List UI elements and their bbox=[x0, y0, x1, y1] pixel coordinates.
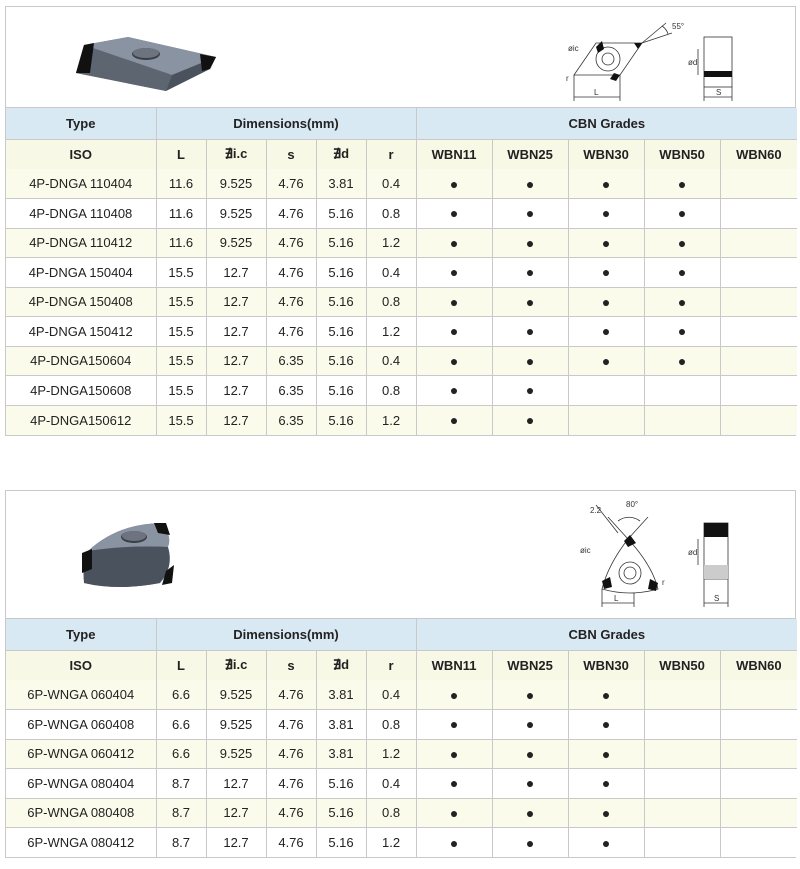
iso-cell: 6P-WNGA 080412 bbox=[6, 828, 156, 858]
grade-cell: ● bbox=[568, 710, 644, 740]
wnga-diagram-edge-label: 2.2 bbox=[590, 506, 602, 515]
d-cell: 5.16 bbox=[316, 376, 366, 406]
wnga-grade-header: WBN60 bbox=[720, 650, 797, 680]
wnga-image-row bbox=[6, 491, 795, 619]
dnga-type-header: Type bbox=[6, 108, 156, 139]
r-cell: 0.4 bbox=[366, 680, 416, 710]
d-cell: 3.81 bbox=[316, 710, 366, 740]
grade-cell bbox=[720, 199, 797, 229]
iso-cell: 4P-DNGA150608 bbox=[6, 376, 156, 406]
r-cell: 0.8 bbox=[366, 710, 416, 740]
wnga-diagram-l-label: L bbox=[614, 594, 619, 603]
table-row bbox=[6, 228, 797, 258]
dnga-grade-header: WBN60 bbox=[720, 139, 797, 169]
s-cell: 4.76 bbox=[266, 828, 316, 858]
ic-cell: 12.7 bbox=[206, 828, 266, 858]
s-cell: 4.76 bbox=[266, 258, 316, 288]
r-cell: 1.2 bbox=[366, 228, 416, 258]
wnga-grade-header: WBN30 bbox=[568, 650, 644, 680]
r-cell: 0.4 bbox=[366, 258, 416, 288]
ic-cell: 9.525 bbox=[206, 199, 266, 229]
grade-cell bbox=[720, 680, 797, 710]
dnga-dimensions-header: Dimensions(mm) bbox=[156, 108, 416, 139]
grade-cell bbox=[568, 376, 644, 406]
grade-cell: ● bbox=[492, 680, 568, 710]
wnga-grade-header: WBN11 bbox=[416, 650, 492, 680]
ic-cell: 9.525 bbox=[206, 710, 266, 740]
iso-cell: 4P-DNGA 110404 bbox=[6, 169, 156, 199]
l-cell: 15.5 bbox=[156, 258, 206, 288]
grade-cell: ● bbox=[644, 287, 720, 317]
s-cell: 4.76 bbox=[266, 798, 316, 828]
dnga-diagram-d-label: ød bbox=[688, 58, 698, 67]
d-cell: 5.16 bbox=[316, 405, 366, 435]
grade-cell: ● bbox=[416, 769, 492, 799]
table-row bbox=[6, 199, 797, 229]
grade-cell bbox=[720, 828, 797, 858]
grade-cell bbox=[644, 739, 720, 769]
s-cell: 4.76 bbox=[266, 680, 316, 710]
grade-cell: ● bbox=[416, 287, 492, 317]
grade-cell: ● bbox=[492, 798, 568, 828]
r-cell: 0.4 bbox=[366, 769, 416, 799]
grade-cell: ● bbox=[644, 317, 720, 347]
ic-cell: 12.7 bbox=[206, 376, 266, 406]
dnga-diagram-l-label: L bbox=[594, 88, 599, 97]
grade-cell: ● bbox=[644, 346, 720, 376]
s-cell: 4.76 bbox=[266, 769, 316, 799]
wnga-insert-photo-icon bbox=[78, 521, 188, 601]
dnga-diagram-s-label: S bbox=[716, 88, 722, 97]
grade-cell bbox=[720, 798, 797, 828]
grade-cell: ● bbox=[492, 828, 568, 858]
table-row bbox=[6, 710, 797, 740]
grade-cell: ● bbox=[416, 169, 492, 199]
wnga-diagram-r-label: r bbox=[662, 578, 665, 587]
dnga-col-header: L bbox=[156, 139, 206, 169]
r-cell: 1.2 bbox=[366, 405, 416, 435]
table-row bbox=[6, 346, 797, 376]
grade-cell: ● bbox=[492, 258, 568, 288]
wnga-iso-header: ISO bbox=[6, 650, 156, 680]
dnga-grade-header: WBN30 bbox=[568, 139, 644, 169]
wnga-diagram-ic-label: øic bbox=[580, 546, 591, 555]
grade-cell bbox=[644, 680, 720, 710]
r-cell: 0.8 bbox=[366, 287, 416, 317]
grade-cell bbox=[644, 710, 720, 740]
grade-cell: ● bbox=[416, 317, 492, 347]
l-cell: 11.6 bbox=[156, 228, 206, 258]
grade-cell: ● bbox=[644, 228, 720, 258]
l-cell: 15.5 bbox=[156, 346, 206, 376]
s-cell: 6.35 bbox=[266, 405, 316, 435]
ic-cell: 12.7 bbox=[206, 287, 266, 317]
d-cell: 5.16 bbox=[316, 798, 366, 828]
grade-cell: ● bbox=[416, 405, 492, 435]
grade-cell bbox=[720, 346, 797, 376]
table-row bbox=[6, 769, 797, 799]
ic-cell: 9.525 bbox=[206, 228, 266, 258]
wnga-spec-table bbox=[6, 619, 797, 857]
grade-cell bbox=[720, 739, 797, 769]
grade-cell: ● bbox=[492, 169, 568, 199]
iso-cell: 4P-DNGA 150404 bbox=[6, 258, 156, 288]
grade-cell: ● bbox=[568, 739, 644, 769]
dnga-insert-section bbox=[5, 6, 796, 436]
wnga-dimensions-header: Dimensions(mm) bbox=[156, 619, 416, 650]
grade-cell: ● bbox=[644, 258, 720, 288]
iso-cell: 4P-DNGA 150408 bbox=[6, 287, 156, 317]
wnga-insert-section bbox=[5, 490, 796, 858]
s-cell: 4.76 bbox=[266, 287, 316, 317]
grade-cell: ● bbox=[416, 710, 492, 740]
grade-cell: ● bbox=[492, 376, 568, 406]
ic-cell: 12.7 bbox=[206, 405, 266, 435]
table-row bbox=[6, 680, 797, 710]
r-cell: 1.2 bbox=[366, 739, 416, 769]
dnga-insert-photo-icon bbox=[76, 35, 226, 95]
grade-cell: ● bbox=[416, 228, 492, 258]
grade-cell bbox=[644, 376, 720, 406]
grade-cell bbox=[720, 228, 797, 258]
dnga-header-row-1 bbox=[6, 108, 797, 139]
ic-cell: 12.7 bbox=[206, 346, 266, 376]
grade-cell bbox=[720, 287, 797, 317]
l-cell: 15.5 bbox=[156, 317, 206, 347]
ic-cell: 9.525 bbox=[206, 169, 266, 199]
dnga-table-body bbox=[6, 169, 797, 435]
ic-cell: 9.525 bbox=[206, 680, 266, 710]
grade-cell: ● bbox=[568, 287, 644, 317]
wnga-col-header: s bbox=[266, 650, 316, 680]
iso-cell: 4P-DNGA 150412 bbox=[6, 317, 156, 347]
dnga-diagram-ic-label: øic bbox=[568, 44, 579, 53]
table-row bbox=[6, 169, 797, 199]
iso-cell: 6P-WNGA 060408 bbox=[6, 710, 156, 740]
grade-cell: ● bbox=[416, 798, 492, 828]
ic-cell: 12.7 bbox=[206, 317, 266, 347]
grade-cell bbox=[644, 769, 720, 799]
dnga-spec-table bbox=[6, 108, 797, 435]
grade-cell: ● bbox=[492, 739, 568, 769]
dnga-iso-header: ISO bbox=[6, 139, 156, 169]
r-cell: 0.4 bbox=[366, 346, 416, 376]
grade-cell bbox=[720, 169, 797, 199]
table-row bbox=[6, 828, 797, 858]
d-cell: 5.16 bbox=[316, 317, 366, 347]
wnga-diagram-s-label: S bbox=[714, 594, 720, 603]
dnga-image-row bbox=[6, 7, 795, 108]
ic-cell: 12.7 bbox=[206, 769, 266, 799]
wnga-col-header: ∄d bbox=[316, 650, 366, 680]
l-cell: 8.7 bbox=[156, 828, 206, 858]
grade-cell bbox=[644, 828, 720, 858]
dnga-grade-header: WBN50 bbox=[644, 139, 720, 169]
grade-cell: ● bbox=[568, 680, 644, 710]
s-cell: 4.76 bbox=[266, 710, 316, 740]
d-cell: 3.81 bbox=[316, 169, 366, 199]
d-cell: 5.16 bbox=[316, 346, 366, 376]
r-cell: 0.8 bbox=[366, 376, 416, 406]
grade-cell bbox=[644, 405, 720, 435]
d-cell: 5.16 bbox=[316, 287, 366, 317]
iso-cell: 4P-DNGA150604 bbox=[6, 346, 156, 376]
l-cell: 11.6 bbox=[156, 169, 206, 199]
d-cell: 5.16 bbox=[316, 258, 366, 288]
iso-cell: 6P-WNGA 060412 bbox=[6, 739, 156, 769]
s-cell: 4.76 bbox=[266, 739, 316, 769]
r-cell: 1.2 bbox=[366, 828, 416, 858]
grade-cell: ● bbox=[568, 228, 644, 258]
s-cell: 4.76 bbox=[266, 228, 316, 258]
wnga-header-row-1 bbox=[6, 619, 797, 650]
table-row bbox=[6, 739, 797, 769]
grade-cell: ● bbox=[492, 199, 568, 229]
dnga-grade-header: WBN11 bbox=[416, 139, 492, 169]
wnga-header-row-2 bbox=[6, 650, 797, 680]
grade-cell bbox=[720, 405, 797, 435]
ic-cell: 12.7 bbox=[206, 798, 266, 828]
l-cell: 6.6 bbox=[156, 680, 206, 710]
s-cell: 6.35 bbox=[266, 376, 316, 406]
grade-cell: ● bbox=[492, 710, 568, 740]
wnga-grade-header: WBN50 bbox=[644, 650, 720, 680]
grade-cell: ● bbox=[416, 199, 492, 229]
d-cell: 3.81 bbox=[316, 680, 366, 710]
dnga-diagram-angle-label: 55° bbox=[672, 22, 685, 31]
grade-cell bbox=[720, 258, 797, 288]
grade-cell: ● bbox=[416, 258, 492, 288]
grade-cell: ● bbox=[568, 258, 644, 288]
wnga-col-header: r bbox=[366, 650, 416, 680]
grade-cell: ● bbox=[416, 739, 492, 769]
grade-cell: ● bbox=[492, 769, 568, 799]
d-cell: 5.16 bbox=[316, 228, 366, 258]
iso-cell: 6P-WNGA 080404 bbox=[6, 769, 156, 799]
dnga-col-header: s bbox=[266, 139, 316, 169]
grade-cell: ● bbox=[568, 169, 644, 199]
wnga-grade-header: WBN25 bbox=[492, 650, 568, 680]
r-cell: 0.4 bbox=[366, 169, 416, 199]
grade-cell bbox=[644, 798, 720, 828]
grade-cell: ● bbox=[644, 169, 720, 199]
iso-cell: 6P-WNGA 080408 bbox=[6, 798, 156, 828]
table-row bbox=[6, 317, 797, 347]
grade-cell: ● bbox=[568, 798, 644, 828]
grade-cell: ● bbox=[568, 769, 644, 799]
grade-cell bbox=[720, 376, 797, 406]
table-row bbox=[6, 405, 797, 435]
dnga-col-header: ∄i.c bbox=[206, 139, 266, 169]
dnga-dimension-diagram bbox=[554, 15, 744, 105]
wnga-diagram-d-label: ød bbox=[688, 548, 698, 557]
r-cell: 0.8 bbox=[366, 798, 416, 828]
grade-cell: ● bbox=[416, 828, 492, 858]
grade-cell bbox=[720, 769, 797, 799]
d-cell: 3.81 bbox=[316, 739, 366, 769]
wnga-diagram-angle-label: 80° bbox=[626, 500, 639, 509]
d-cell: 5.16 bbox=[316, 769, 366, 799]
grade-cell: ● bbox=[492, 405, 568, 435]
grade-cell: ● bbox=[416, 680, 492, 710]
dnga-grades-header: CBN Grades bbox=[416, 108, 797, 139]
dnga-grade-header: WBN25 bbox=[492, 139, 568, 169]
d-cell: 5.16 bbox=[316, 199, 366, 229]
table-row bbox=[6, 798, 797, 828]
l-cell: 11.6 bbox=[156, 199, 206, 229]
grade-cell: ● bbox=[644, 199, 720, 229]
grade-cell: ● bbox=[568, 317, 644, 347]
table-row bbox=[6, 287, 797, 317]
ic-cell: 12.7 bbox=[206, 258, 266, 288]
grade-cell: ● bbox=[416, 376, 492, 406]
grade-cell: ● bbox=[416, 346, 492, 376]
s-cell: 4.76 bbox=[266, 169, 316, 199]
s-cell: 4.76 bbox=[266, 317, 316, 347]
wnga-col-header: L bbox=[156, 650, 206, 680]
grade-cell bbox=[568, 405, 644, 435]
r-cell: 0.8 bbox=[366, 199, 416, 229]
grade-cell: ● bbox=[492, 287, 568, 317]
l-cell: 8.7 bbox=[156, 769, 206, 799]
iso-cell: 4P-DNGA 110412 bbox=[6, 228, 156, 258]
grade-cell: ● bbox=[492, 346, 568, 376]
grade-cell: ● bbox=[492, 228, 568, 258]
dnga-diagram-r-label: r bbox=[566, 74, 569, 83]
l-cell: 8.7 bbox=[156, 798, 206, 828]
wnga-dimension-diagram bbox=[568, 495, 758, 613]
l-cell: 15.5 bbox=[156, 376, 206, 406]
grade-cell: ● bbox=[568, 828, 644, 858]
grade-cell bbox=[720, 710, 797, 740]
l-cell: 15.5 bbox=[156, 287, 206, 317]
wnga-grades-header: CBN Grades bbox=[416, 619, 797, 650]
grade-cell: ● bbox=[568, 346, 644, 376]
grade-cell bbox=[720, 317, 797, 347]
l-cell: 15.5 bbox=[156, 405, 206, 435]
dnga-header-row-2 bbox=[6, 139, 797, 169]
wnga-table-body bbox=[6, 680, 797, 857]
grade-cell: ● bbox=[568, 199, 644, 229]
ic-cell: 9.525 bbox=[206, 739, 266, 769]
s-cell: 6.35 bbox=[266, 346, 316, 376]
grade-cell: ● bbox=[492, 317, 568, 347]
s-cell: 4.76 bbox=[266, 199, 316, 229]
table-row bbox=[6, 258, 797, 288]
l-cell: 6.6 bbox=[156, 710, 206, 740]
d-cell: 5.16 bbox=[316, 828, 366, 858]
dnga-col-header: r bbox=[366, 139, 416, 169]
wnga-type-header: Type bbox=[6, 619, 156, 650]
iso-cell: 6P-WNGA 060404 bbox=[6, 680, 156, 710]
wnga-col-header: ∄i.c bbox=[206, 650, 266, 680]
iso-cell: 4P-DNGA150612 bbox=[6, 405, 156, 435]
l-cell: 6.6 bbox=[156, 739, 206, 769]
iso-cell: 4P-DNGA 110408 bbox=[6, 199, 156, 229]
table-row bbox=[6, 376, 797, 406]
dnga-col-header: ∄d bbox=[316, 139, 366, 169]
r-cell: 1.2 bbox=[366, 317, 416, 347]
